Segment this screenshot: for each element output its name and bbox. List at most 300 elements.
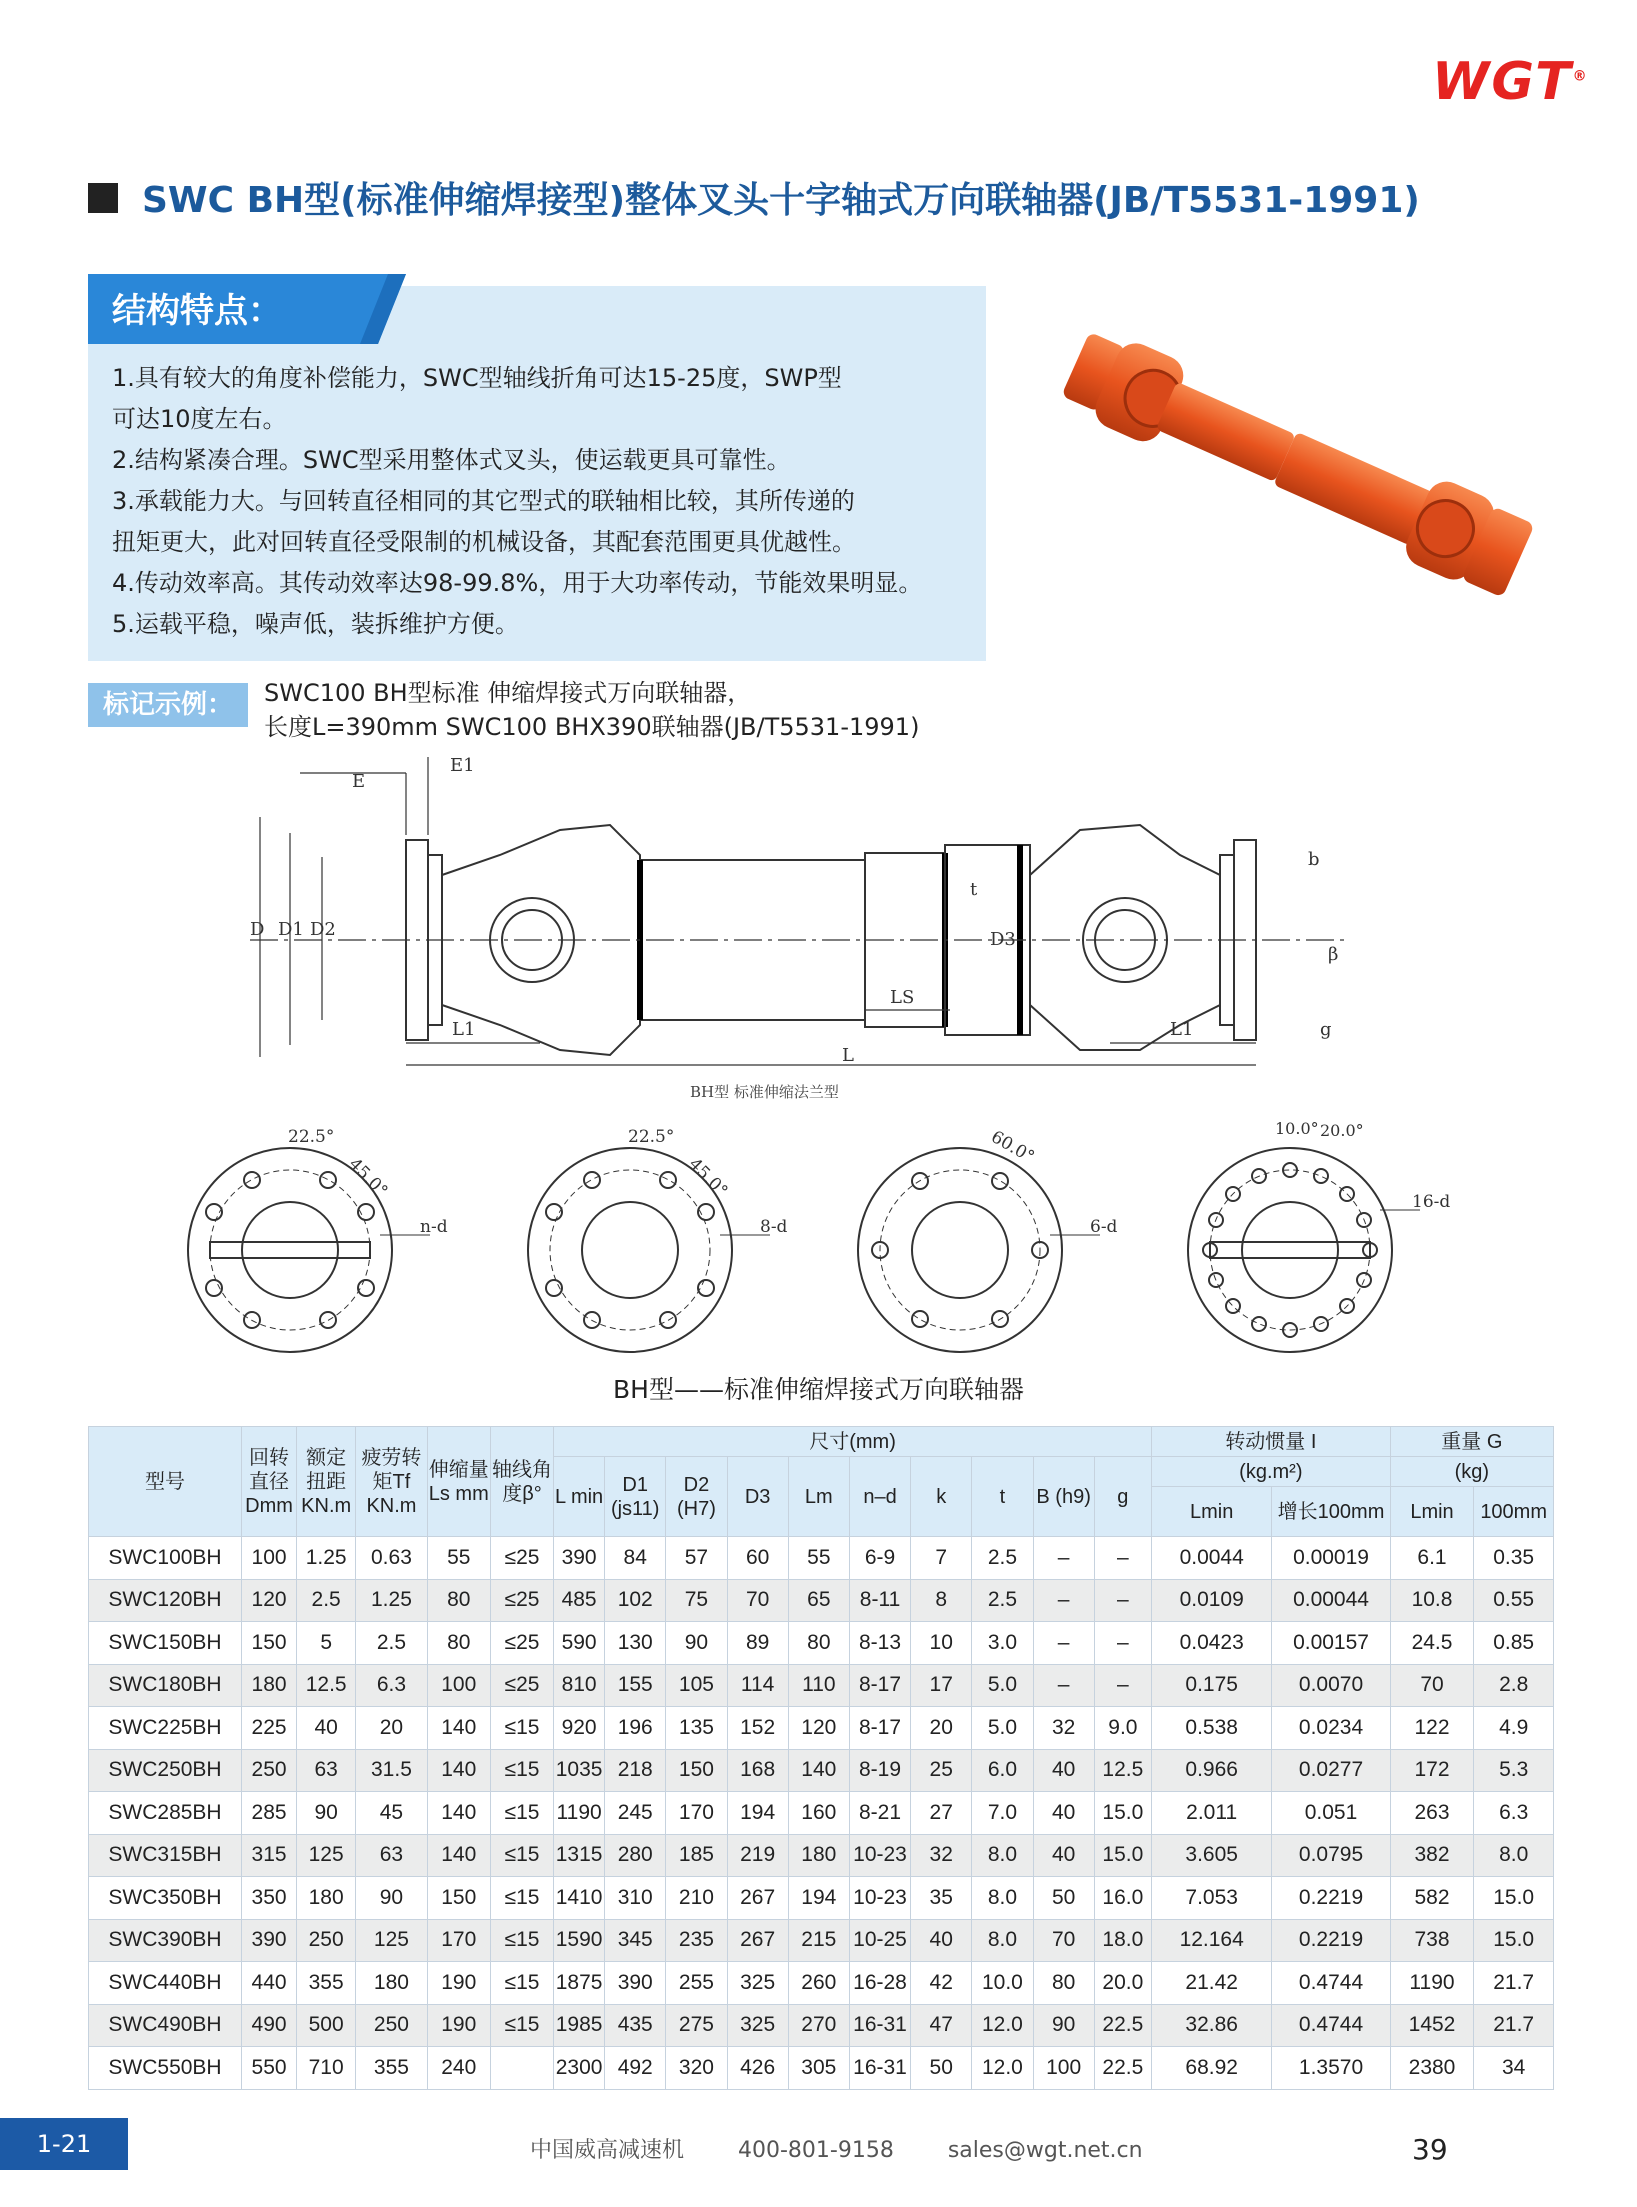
table-cell: 35 [911, 1877, 972, 1920]
table-cell: 0.966 [1152, 1749, 1272, 1792]
table-cell: 390 [554, 1537, 605, 1580]
table-cell: 80 [427, 1579, 490, 1622]
table-cell: 1.25 [356, 1579, 427, 1622]
table-cell: 8-17 [849, 1664, 910, 1707]
flange-1-angle-a: 22.5° [288, 1127, 335, 1147]
table-cell: 440 [242, 1962, 297, 2005]
table-cell: 55 [427, 1537, 490, 1580]
table-cell: 710 [297, 2047, 356, 2090]
table-cell: – [1094, 1664, 1151, 1707]
table-cell: 25 [911, 1749, 972, 1792]
flange-4-angle-b: 20.0° [1320, 1121, 1364, 1140]
table-cell: SWC315BH [89, 1834, 242, 1877]
table-cell: ≤15 [490, 1919, 553, 1962]
table-cell: 70 [1033, 1919, 1094, 1962]
table-cell: 155 [605, 1664, 666, 1707]
table-cell: 15.0 [1094, 1834, 1151, 1877]
table-cell: 2300 [554, 2047, 605, 2090]
table-cell: 63 [356, 1834, 427, 1877]
table-cell: – [1094, 1622, 1151, 1665]
header-weight-inc: 100mm [1474, 1487, 1554, 1537]
table-cell: 80 [1033, 1962, 1094, 2005]
table-cell: 90 [297, 1792, 356, 1835]
table-cell: 120 [242, 1579, 297, 1622]
table-cell: 196 [605, 1707, 666, 1750]
dim-D: D [250, 919, 265, 940]
table-cell: SWC350BH [89, 1877, 242, 1920]
marking-label: 标记示例： [88, 683, 248, 727]
table-cell: 2.5 [972, 1579, 1033, 1622]
spec-table [88, 1426, 1554, 2090]
marking-line-2: 长度L=390mm SWC100 BHX390联轴器(JB/T5531-1991) [264, 713, 920, 741]
table-cell: 34 [1474, 2047, 1554, 2090]
table-cell: 7.0 [972, 1792, 1033, 1835]
table-cell: 18.0 [1094, 1919, 1151, 1962]
table-cell: 12.0 [972, 2047, 1033, 2090]
table-cell: 185 [666, 1834, 727, 1877]
table-cell: 32 [1033, 1707, 1094, 1750]
table-cell: 32 [911, 1834, 972, 1877]
table-cell: 8.0 [972, 1877, 1033, 1920]
table-cell: 240 [427, 2047, 490, 2090]
table-row [89, 1962, 1554, 2005]
table-caption: BH型——标准伸缩焊接式万向联轴器 [613, 1375, 1024, 1404]
header-angle: 轴线角度β° [490, 1427, 553, 1537]
table-cell: 426 [727, 2047, 788, 2090]
dim-D3: D3 [990, 929, 1016, 950]
table-row [89, 1537, 1554, 1580]
header-inertia-lmin: Lmin [1152, 1487, 1272, 1537]
page-title: SWC BH型(标准伸缩焊接型)整体叉头十字轴式万向联轴器(JB/T5531-1991) [142, 180, 1420, 221]
table-cell: 250 [297, 1919, 356, 1962]
table-cell: 172 [1390, 1749, 1474, 1792]
header-k: k [911, 1457, 972, 1537]
table-cell: 500 [297, 2004, 356, 2047]
table-cell: 24.5 [1390, 1622, 1474, 1665]
table-row [89, 2047, 1554, 2090]
table-cell: 20 [911, 1707, 972, 1750]
table-cell: 267 [727, 1877, 788, 1920]
table-cell: 0.0070 [1272, 1664, 1390, 1707]
table-cell: 100 [427, 1664, 490, 1707]
header-D3: D3 [727, 1457, 788, 1537]
footer-contact [530, 2133, 1143, 2164]
table-cell: 0.00157 [1272, 1622, 1390, 1665]
table-cell: 16-31 [849, 2047, 910, 2090]
table-cell: 2.011 [1152, 1792, 1272, 1835]
footer-phone: 400-801-9158 [737, 2138, 894, 2163]
table-cell: 140 [427, 1707, 490, 1750]
table-cell: 190 [427, 2004, 490, 2047]
header-stretch: 伸缩量Ls mm [427, 1427, 490, 1537]
feature-item: 可达10度左右。 [112, 405, 287, 433]
table-cell: 0.00044 [1272, 1579, 1390, 1622]
table-cell: 0.0109 [1152, 1579, 1272, 1622]
table-cell: 1315 [554, 1834, 605, 1877]
table-cell: 12.5 [1094, 1749, 1151, 1792]
dim-E1: E1 [450, 755, 475, 776]
dim-D2: D2 [310, 919, 336, 940]
table-cell: ≤15 [490, 1792, 553, 1835]
table-cell: 190 [427, 1962, 490, 2005]
table-cell: 40 [297, 1707, 356, 1750]
table-cell: SWC440BH [89, 1962, 242, 2005]
table-row [89, 1579, 1554, 1622]
table-cell: 2.5 [297, 1579, 356, 1622]
header-nd: n–d [849, 1457, 910, 1537]
table-cell: 21.42 [1152, 1962, 1272, 2005]
table-cell: 267 [727, 1919, 788, 1962]
table-cell: 215 [788, 1919, 849, 1962]
header-model: 型号 [89, 1427, 242, 1537]
table-cell: 355 [297, 1962, 356, 2005]
table-cell: 135 [666, 1707, 727, 1750]
table-cell: – [1033, 1664, 1094, 1707]
header-D2: D2 (H7) [666, 1457, 727, 1537]
table-cell: 42 [911, 1962, 972, 2005]
table-cell: ≤15 [490, 1834, 553, 1877]
table-cell: 810 [554, 1664, 605, 1707]
table-cell: 16-28 [849, 1962, 910, 2005]
table-cell: 1452 [1390, 2004, 1474, 2047]
table-cell: 100 [1033, 2047, 1094, 2090]
table-cell: 0.4744 [1272, 2004, 1390, 2047]
table-cell: 8-17 [849, 1707, 910, 1750]
table-cell: 20 [356, 1707, 427, 1750]
table-cell: 21.7 [1474, 2004, 1554, 2047]
header-inertia-group: 转动惯量 I [1152, 1427, 1391, 1457]
table-cell: 180 [356, 1962, 427, 2005]
table-cell: 17 [911, 1664, 972, 1707]
table-cell: 10-23 [849, 1877, 910, 1920]
table-cell: 1985 [554, 2004, 605, 2047]
table-cell: 150 [427, 1877, 490, 1920]
table-cell: SWC150BH [89, 1622, 242, 1665]
table-cell: 1590 [554, 1919, 605, 1962]
table-cell: 8-21 [849, 1792, 910, 1835]
table-cell: 45 [356, 1792, 427, 1835]
table-row [89, 1664, 1554, 1707]
table-cell: ≤25 [490, 1579, 553, 1622]
table-cell: 84 [605, 1537, 666, 1580]
table-cell: ≤25 [490, 1537, 553, 1580]
marking-line-1: SWC100 BH型标准 伸缩焊接式万向联轴器， [264, 679, 752, 707]
table-cell: 22.5 [1094, 2004, 1151, 2047]
table-cell: 194 [788, 1877, 849, 1920]
table-cell: 0.0795 [1272, 1834, 1390, 1877]
dim-b: b [1308, 849, 1320, 870]
table-cell: SWC180BH [89, 1664, 242, 1707]
feature-item: 5.运载平稳，噪声低，装拆维护方便。 [112, 610, 519, 638]
table-cell: SWC550BH [89, 2047, 242, 2090]
dim-LS: LS [890, 987, 915, 1008]
flange-4-angle-a: 10.0° [1275, 1119, 1319, 1138]
header-torque: 额定扭距KN.m [297, 1427, 356, 1537]
table-cell: 1875 [554, 1962, 605, 2005]
side-view-drawing [230, 745, 1370, 1115]
table-cell: 2.5 [356, 1622, 427, 1665]
table-cell: 582 [1390, 1877, 1474, 1920]
table-cell: 125 [297, 1834, 356, 1877]
table-cell: 235 [666, 1919, 727, 1962]
table-cell: 10.8 [1390, 1579, 1474, 1622]
table-cell: 21.7 [1474, 1962, 1554, 2005]
header-L: L min [554, 1457, 605, 1537]
table-cell: 245 [605, 1792, 666, 1835]
flange-view-1 [188, 1127, 448, 1352]
table-cell: 355 [356, 2047, 427, 2090]
header-t: t [972, 1457, 1033, 1537]
table-cell: 250 [242, 1749, 297, 1792]
table-cell: 1.25 [297, 1537, 356, 1580]
table-cell: 5.0 [972, 1707, 1033, 1750]
feature-item: 4.传动效率高。其传动效率达98-99.8%，用于大功率传动，节能效果明显。 [112, 569, 923, 597]
flange-views [180, 1110, 1480, 1360]
table-row [89, 1749, 1554, 1792]
table-cell: 9.0 [1094, 1707, 1151, 1750]
table-cell: 60 [727, 1537, 788, 1580]
table-row [89, 1834, 1554, 1877]
table-cell: 55 [788, 1537, 849, 1580]
table-cell: 140 [427, 1749, 490, 1792]
header-inertia-inc: 增长100mm [1272, 1487, 1390, 1537]
table-cell: 47 [911, 2004, 972, 2047]
table-cell: 219 [727, 1834, 788, 1877]
table-cell: 70 [727, 1579, 788, 1622]
feature-item: 3.承载能力大。与回转直径相同的其它型式的联轴相比较，其所传递的 [112, 487, 855, 515]
dim-E: E [352, 771, 366, 792]
flange-view-4 [1188, 1119, 1450, 1352]
table-cell: 8.0 [972, 1834, 1033, 1877]
table-cell: 180 [242, 1664, 297, 1707]
header-inertia-unit: (kg.m²) [1152, 1457, 1391, 1487]
table-cell: 125 [356, 1919, 427, 1962]
dim-L1-left: L1 [452, 1019, 476, 1040]
table-cell: 120 [788, 1707, 849, 1750]
table-cell: 210 [666, 1877, 727, 1920]
flange-3-angle-a: 60.0° [987, 1127, 1038, 1168]
table-cell: ≤15 [490, 1707, 553, 1750]
table-cell: 89 [727, 1622, 788, 1665]
flange-3-holes: 6-d [1090, 1217, 1118, 1237]
table-cell: 10 [911, 1622, 972, 1665]
table-cell: – [1033, 1579, 1094, 1622]
table-cell: 15.0 [1474, 1877, 1554, 1920]
table-cell: 3.605 [1152, 1834, 1272, 1877]
table-cell: 0.051 [1272, 1792, 1390, 1835]
table-cell: 40 [911, 1919, 972, 1962]
table-cell: 80 [427, 1622, 490, 1665]
table-cell: 122 [1390, 1707, 1474, 1750]
table-cell: 325 [727, 2004, 788, 2047]
table-cell: ≤15 [490, 1962, 553, 2005]
table-cell: 0.0277 [1272, 1749, 1390, 1792]
table-cell: 75 [666, 1579, 727, 1622]
table-cell: 0.2219 [1272, 1877, 1390, 1920]
table-cell: 8-11 [849, 1579, 910, 1622]
table-cell: – [1094, 1537, 1151, 1580]
table-cell: 590 [554, 1622, 605, 1665]
table-cell: 6.1 [1390, 1537, 1474, 1580]
table-cell: 263 [1390, 1792, 1474, 1835]
table-cell: 140 [788, 1749, 849, 1792]
table-cell: 6.0 [972, 1749, 1033, 1792]
table-cell: 320 [666, 2047, 727, 2090]
table-cell: – [1033, 1537, 1094, 1580]
table-cell: 285 [242, 1792, 297, 1835]
table-cell: 6.3 [1474, 1792, 1554, 1835]
page-number: 39 [1412, 2133, 1448, 2166]
table-cell: 130 [605, 1622, 666, 1665]
table-cell: 492 [605, 2047, 666, 2090]
table-cell: 6.3 [356, 1664, 427, 1707]
header-B: B (h9) [1033, 1457, 1094, 1537]
table-cell: 225 [242, 1707, 297, 1750]
table-cell: 70 [1390, 1664, 1474, 1707]
table-cell: 32.86 [1152, 2004, 1272, 2047]
table-cell: 0.2219 [1272, 1919, 1390, 1962]
table-cell: 325 [727, 1962, 788, 2005]
table-cell: 1.3570 [1272, 2047, 1390, 2090]
table-cell: 12.0 [972, 2004, 1033, 2047]
table-cell: 920 [554, 1707, 605, 1750]
table-cell: 68.92 [1152, 2047, 1272, 2090]
table-cell: 50 [1033, 1877, 1094, 1920]
flange-4-holes: 16-d [1412, 1192, 1451, 1212]
product-image [1035, 330, 1595, 600]
table-cell: 57 [666, 1537, 727, 1580]
table-cell: 255 [666, 1962, 727, 2005]
table-cell: 550 [242, 2047, 297, 2090]
table-cell: 382 [1390, 1834, 1474, 1877]
table-row [89, 1792, 1554, 1835]
table-cell: ≤15 [490, 1749, 553, 1792]
table-cell: SWC390BH [89, 1919, 242, 1962]
table-cell: 10-23 [849, 1834, 910, 1877]
flange-2-holes: 8-d [760, 1217, 788, 1237]
table-cell: – [1094, 1579, 1151, 1622]
flange-2-angle-a: 22.5° [628, 1127, 675, 1147]
table-cell: 275 [666, 2004, 727, 2047]
table-cell: 435 [605, 2004, 666, 2047]
table-cell: 15.0 [1094, 1792, 1151, 1835]
table-cell: 305 [788, 2047, 849, 2090]
table-cell: SWC250BH [89, 1749, 242, 1792]
drawing-caption: BH型 标准伸缩法兰型 [690, 1083, 839, 1101]
table-cell: 40 [1033, 1792, 1094, 1835]
table-cell: 90 [356, 1877, 427, 1920]
flange-1-holes: n-d [420, 1217, 448, 1237]
table-cell: SWC490BH [89, 2004, 242, 2047]
table-cell: 738 [1390, 1919, 1474, 1962]
table-cell: 40 [1033, 1834, 1094, 1877]
table-cell: 490 [242, 2004, 297, 2047]
table-cell: 1035 [554, 1749, 605, 1792]
header-fatigue: 疲劳转矩Tf KN.m [356, 1427, 427, 1537]
table-cell: 31.5 [356, 1749, 427, 1792]
marking-text [264, 676, 919, 744]
table-cell: 168 [727, 1749, 788, 1792]
table-cell: 0.0423 [1152, 1622, 1272, 1665]
header-rot-dia: 回转直径Dmm [242, 1427, 297, 1537]
table-cell: 12.5 [297, 1664, 356, 1707]
table-cell: 90 [666, 1622, 727, 1665]
table-cell: 485 [554, 1579, 605, 1622]
table-cell: 270 [788, 2004, 849, 2047]
table-cell: 8.0 [1474, 1834, 1554, 1877]
dim-L1-right: L1 [1170, 1019, 1194, 1040]
table-cell: 8-19 [849, 1749, 910, 1792]
table-cell: ≤15 [490, 1877, 553, 1920]
header-weight-group: 重量 G [1390, 1427, 1553, 1457]
table-cell: 315 [242, 1834, 297, 1877]
table-cell: 140 [427, 1834, 490, 1877]
table-cell: 1410 [554, 1877, 605, 1920]
table-cell: 5.3 [1474, 1749, 1554, 1792]
table-cell: 16.0 [1094, 1877, 1151, 1920]
footer-company: 中国威高减速机 [530, 2138, 685, 2163]
table-cell: 0.85 [1474, 1622, 1554, 1665]
table-cell: 0.63 [356, 1537, 427, 1580]
table-cell: SWC120BH [89, 1579, 242, 1622]
table-cell: 105 [666, 1664, 727, 1707]
table-cell: 260 [788, 1962, 849, 2005]
table-cell: 16-31 [849, 2004, 910, 2047]
table-cell: SWC225BH [89, 1707, 242, 1750]
flange-2-angle-b: 45.0° [684, 1154, 732, 1202]
table-cell [490, 2047, 553, 2090]
table-cell: 1190 [554, 1792, 605, 1835]
table-cell: 152 [727, 1707, 788, 1750]
dim-g: g [1320, 1019, 1332, 1040]
table-cell: 0.0234 [1272, 1707, 1390, 1750]
table-cell: 63 [297, 1749, 356, 1792]
table-cell: 180 [788, 1834, 849, 1877]
table-cell: SWC285BH [89, 1792, 242, 1835]
table-cell: ≤25 [490, 1622, 553, 1665]
table-cell: 0.538 [1152, 1707, 1272, 1750]
table-cell: 8-13 [849, 1622, 910, 1665]
table-row [89, 1877, 1554, 1920]
table-cell: 218 [605, 1749, 666, 1792]
table-cell: 90 [1033, 2004, 1094, 2047]
header-weight-unit: (kg) [1390, 1457, 1553, 1487]
table-row [89, 1919, 1554, 1962]
table-cell: 345 [605, 1919, 666, 1962]
header-g: g [1094, 1457, 1151, 1537]
flange-view-2 [528, 1127, 788, 1352]
feature-item: 1.具有较大的角度补偿能力，SWC型轴线折角可达15-25度，SWP型 [112, 364, 842, 392]
table-cell: 0.4744 [1272, 1962, 1390, 2005]
table-row [89, 2004, 1554, 2047]
table-cell: 150 [666, 1749, 727, 1792]
spec-table-body [89, 1537, 1554, 2090]
table-cell: 10.0 [972, 1962, 1033, 2005]
dim-D1: D1 [278, 919, 304, 940]
table-cell: ≤15 [490, 2004, 553, 2047]
table-cell: 250 [356, 2004, 427, 2047]
flange-view-3 [858, 1127, 1118, 1352]
table-cell: 4.9 [1474, 1707, 1554, 1750]
table-cell: 390 [242, 1919, 297, 1962]
table-row [89, 1622, 1554, 1665]
table-cell: 110 [788, 1664, 849, 1707]
table-cell: 280 [605, 1834, 666, 1877]
table-cell: 3.0 [972, 1622, 1033, 1665]
table-cell: 5.0 [972, 1664, 1033, 1707]
table-cell: 6-9 [849, 1537, 910, 1580]
table-cell: 15.0 [1474, 1919, 1554, 1962]
